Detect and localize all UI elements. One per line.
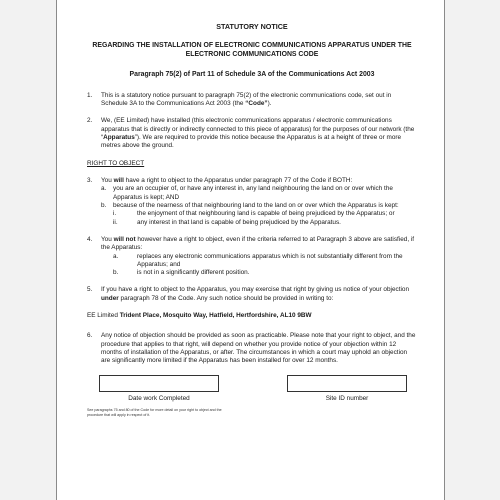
paragraph-lead xyxy=(101,236,417,253)
date-completed-field xyxy=(99,375,219,403)
sub-item-b xyxy=(101,202,417,210)
text-run: If you have a right to object to the Apparatus, you may exercise that right by giving us notice of your objection xyxy=(101,286,409,294)
text-run: ”). We are required to provide this notice because the Apparatus is at a height of three or more metres above the ground. xyxy=(101,133,402,150)
sub-item-ii xyxy=(101,219,417,227)
paragraph-number: 4. xyxy=(87,235,93,243)
sub-label: a. xyxy=(101,185,107,193)
completion-fields xyxy=(99,375,407,403)
paragraph-lead xyxy=(101,177,417,185)
paragraph-text xyxy=(101,92,417,109)
paragraph-number: 5. xyxy=(87,286,93,294)
address-street: Trident Place, Mosquito Way, Hatfield, Hertfordshire, AL10 9BW xyxy=(119,312,312,320)
section-heading: RIGHT TO OBJECT xyxy=(87,159,145,167)
paragraph-number: 6. xyxy=(87,332,93,340)
sub-text: any interest in that land is capable of being prejudiced by the Apparatus. xyxy=(137,218,341,226)
text-run: ). xyxy=(267,99,272,107)
paragraph-number: 3. xyxy=(87,176,93,184)
paragraph-6 xyxy=(87,332,417,365)
sub-text: the enjoyment of that neighbouring land is capable of being prejudiced by the Apparatus; or xyxy=(137,210,395,218)
sub-text: because of the nearness of that neighbouring land to the land on or over which the Apparatus is kept: xyxy=(113,201,399,209)
date-completed-label: Date work Completed xyxy=(128,394,190,402)
paragraph-number: 2. xyxy=(87,117,93,125)
sub-item-b xyxy=(101,269,417,277)
text-run: This is a statutory notice pursuant to paragraph 75(2) of the electronic communications code, set out in Schedule 3A to the Communications Act 2003 (the xyxy=(101,91,392,107)
defined-term: “Code” xyxy=(245,99,268,107)
text-run: We, (EE Limited) have installed (this electronic communications apparatus / electronic communications apparatus that is directly or indirectly connected to this piece of apparatus) for the purposes of our network (the “ xyxy=(101,117,415,141)
date-completed-input-box[interactable] xyxy=(99,375,219,392)
sub-text: is not in a significantly different position. xyxy=(137,269,250,277)
sub-item-a xyxy=(101,185,417,202)
paragraph-text xyxy=(101,286,417,303)
paragraph-reference: Paragraph 75(2) of Part 11 of Schedule 3A of the Communications Act 2003 xyxy=(129,70,375,78)
paragraph-text xyxy=(101,236,417,278)
site-id-input-box[interactable] xyxy=(287,375,407,392)
defined-term: Apparatus xyxy=(103,133,135,141)
text-run: paragraph 78 of the Code. Any such notice should be provided in writing to: xyxy=(118,294,334,302)
paragraph-1 xyxy=(87,92,417,109)
text-run: You xyxy=(101,235,114,243)
sub-item-i xyxy=(101,210,417,218)
paragraph-text xyxy=(101,177,417,227)
text-run: however have a right to object, even if the criteria referred to at Paragraph 3 above are satisfied, if the Apparatus: xyxy=(101,235,415,252)
text-run: You xyxy=(101,176,114,184)
paragraph-number: 1. xyxy=(87,91,93,99)
emphasis: will xyxy=(113,176,124,184)
address-company: EE Limited xyxy=(87,312,120,320)
sub-label: i. xyxy=(113,210,117,218)
postal-address xyxy=(87,312,417,320)
notice-title: STATUTORY NOTICE xyxy=(216,22,288,31)
paragraph-3 xyxy=(87,177,417,227)
sub-text: replaces any electronic communications apparatus which is not substantially different from the Apparatus; and xyxy=(137,252,403,268)
text-run: have a right to object to the Apparatus under paragraph 77 of the Code if BOTH: xyxy=(123,176,353,184)
paragraph-text xyxy=(101,117,417,150)
sub-text: you are an occupier of, or have any interest in, any land neighbouring the land on or over which the Apparatus is kept; AND xyxy=(113,185,393,201)
sub-label: a. xyxy=(113,252,119,260)
site-id-field xyxy=(287,375,407,403)
paragraph-2 xyxy=(87,117,417,150)
notice-sheet xyxy=(56,0,445,500)
emphasis: under xyxy=(101,294,119,302)
site-id-label: Site ID number xyxy=(325,394,369,402)
notice-document xyxy=(87,22,417,417)
notice-subtitle: REGARDING THE INSTALLATION OF ELECTRONIC COMMUNICATIONS APPARATUS UNDER THE ELECTRONIC COMMUNICATIONS CODE xyxy=(92,42,412,58)
sub-item-a xyxy=(101,253,417,270)
paragraph-text: Any notice of objection should be provided as soon as practicable. Please note that your right to object, and the procedure that applies to that right, will depend on whether you provide notice of your objection within 12 months of installation of the Apparatus, or after. The circumstances in which a court may uphold an objection are significantly more limited if the Apparatus has been installed for over 12 months. xyxy=(101,332,416,365)
paragraph-5 xyxy=(87,286,417,303)
sub-label: b. xyxy=(101,201,107,209)
emphasis: will not xyxy=(113,235,136,243)
footnote: See paragraphs 75 and 80 of the Code for more detail on your right to object and the procedure that will apply in respect of it. xyxy=(87,408,222,417)
paragraph-4 xyxy=(87,236,417,278)
sub-label: ii. xyxy=(113,218,118,226)
sub-label: b. xyxy=(113,269,119,277)
